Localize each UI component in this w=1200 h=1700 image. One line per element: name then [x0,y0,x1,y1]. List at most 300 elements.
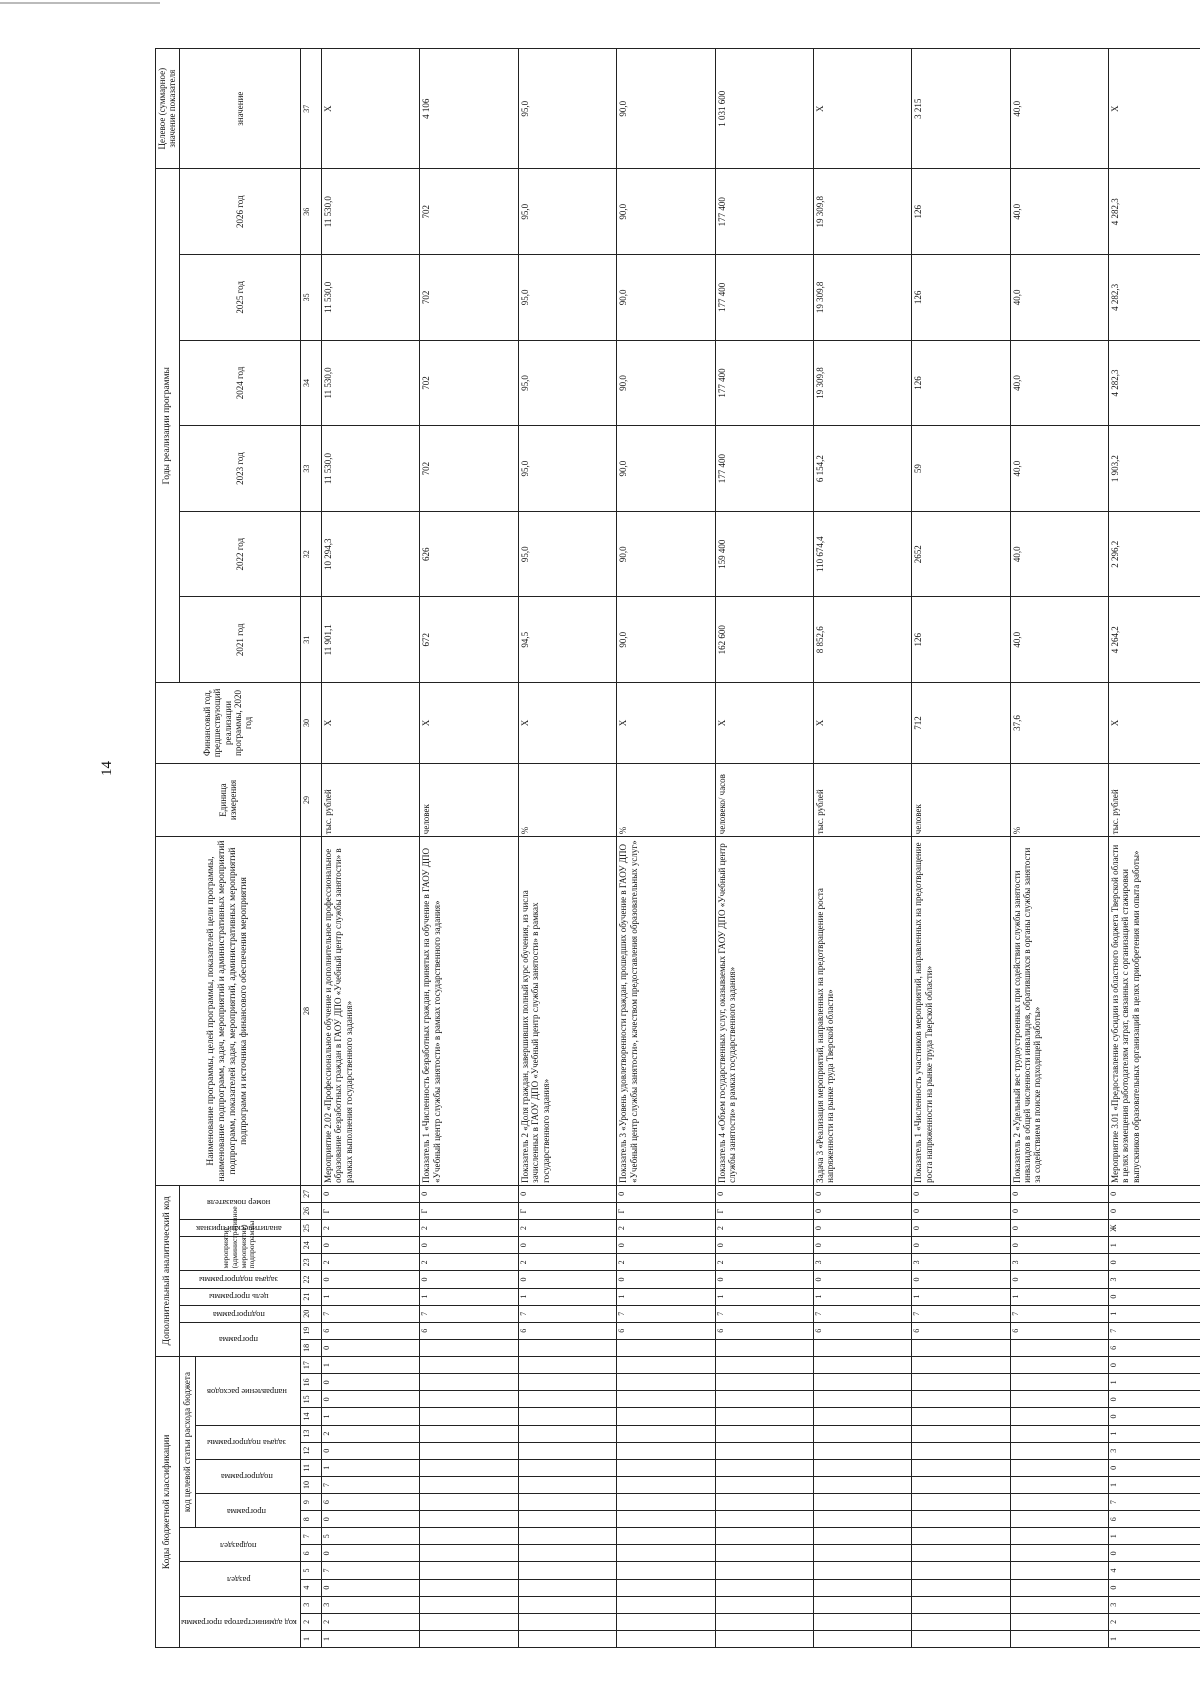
code-digit: 1 [1010,1288,1108,1305]
code-digit [715,1630,813,1647]
code-digit: 0 [420,1271,518,1288]
column-number: 7 [300,1528,321,1545]
code-digit [1010,1494,1108,1511]
row-unit: % [518,763,616,836]
row-name: Показатель 1 «Численность безработных граждан, принятых на обучение в ГАОУ ДПО «Учебный центр службы занятости» в рамках государственного задания» [420,837,518,1186]
code-digit [715,1374,813,1391]
code-digit: 0 [420,1185,518,1202]
table-row [617,49,715,1648]
code-digit: 6 [715,1322,813,1339]
code-digit [1010,1408,1108,1425]
code-digit [617,1476,715,1493]
row-value-2025: 11 530,0 [322,255,420,341]
row-value-2026: 19 309,8 [813,169,911,255]
row-target-value: 40,0 [1010,49,1108,169]
code-digit: 7 [322,1476,420,1493]
code-digit [813,1494,911,1511]
code-digit [420,1339,518,1356]
code-digit: 0 [322,1579,420,1596]
code-digit [912,1579,1010,1596]
header-year-2024: 2024 год [179,340,300,426]
code-digit [912,1374,1010,1391]
column-number: 4 [300,1579,321,1596]
row-value-2026: 90,0 [617,169,715,255]
code-digit: 1 [715,1288,813,1305]
code-digit: 7 [420,1305,518,1322]
code-digit: 0 [1010,1237,1108,1254]
code-digit: 6 [322,1322,420,1339]
row-name: Мероприятие 2.02 «Профессиональное обучение и дополнительное профессиональное образование безработных граждан в ГАОУ ДПО «Учебный центр службы занятости» в рамках выполнения государственного задания» [322,837,420,1186]
code-digit [813,1408,911,1425]
code-digit [912,1528,1010,1545]
code-digit: 0 [617,1185,715,1202]
code-digit [518,1528,616,1545]
row-value-2024: 11 530,0 [322,340,420,426]
header-admin-code: код администратора программы [180,1617,297,1628]
column-number: 21 [300,1288,321,1305]
row-target-value: 95,0 [518,49,616,169]
code-digit: 1 [518,1288,616,1305]
code-digit [518,1545,616,1562]
code-digit [813,1511,911,1528]
code-digit: 3 [1010,1254,1108,1271]
code-digit [1010,1528,1108,1545]
code-digit: 0 [322,1271,420,1288]
code-digit: 2 [420,1254,518,1271]
code-digit [617,1442,715,1459]
code-digit [912,1494,1010,1511]
header-podprogramma: подпрограмма [220,1472,273,1483]
row-name: Показатель 3 «Уровень удовлетворенности граждан, прошедших обучение в ГАОУ ДПО «Учебный центр службы занятости», качеством предоставления образовательных услуг» [617,837,715,1186]
row-value-2022: 40,0 [1010,511,1108,597]
column-number: 11 [300,1459,321,1476]
code-digit: Г [715,1202,813,1219]
row-value-2026: 126 [912,169,1010,255]
column-number: 22 [300,1271,321,1288]
code-digit [617,1511,715,1528]
column-number: 23 [300,1254,321,1271]
code-digit: 6 [813,1322,911,1339]
code-digit [617,1613,715,1630]
row-value-2024: 40,0 [1010,340,1108,426]
code-digit [715,1613,813,1630]
code-digit: 4 [1108,1562,1200,1579]
row-unit: тыс. рублей [813,763,911,836]
header-analytic-sign: аналитический признак [195,1224,282,1235]
code-digit: 0 [1108,1579,1200,1596]
row-value-2024: 702 [420,340,518,426]
header-additional-code: Дополнительный аналитический код [156,1185,180,1356]
code-digit [813,1339,911,1356]
row-prev-year: Х [322,683,420,764]
column-number-row [300,49,321,1648]
code-digit [518,1562,616,1579]
code-digit [518,1596,616,1613]
code-digit [617,1459,715,1476]
code-digit: 1 [1108,1630,1200,1647]
code-digit [420,1562,518,1579]
row-value-2023: 702 [420,426,518,512]
code-digit [617,1374,715,1391]
code-digit [1010,1442,1108,1459]
code-digit [912,1425,1010,1442]
row-unit: % [1010,763,1108,836]
code-digit: 1 [322,1288,420,1305]
code-digit [1010,1511,1108,1528]
code-digit: 0 [518,1271,616,1288]
code-digit: 0 [322,1237,420,1254]
code-digit: 1 [1108,1374,1200,1391]
code-digit: 0 [1010,1202,1108,1219]
code-digit [912,1630,1010,1647]
code-digit [813,1562,911,1579]
column-number: 2 [300,1613,321,1630]
code-digit: 6 [322,1494,420,1511]
column-number: 16 [300,1374,321,1391]
code-digit: 0 [1108,1356,1200,1373]
code-digit [617,1562,715,1579]
header-year-2025: 2025 год [179,255,300,341]
row-value-2021: 11 901,1 [322,597,420,683]
code-digit [912,1613,1010,1630]
code-digit: 0 [813,1185,911,1202]
row-value-2021: 162 600 [715,597,813,683]
code-digit [715,1476,813,1493]
row-value-2023: 95,0 [518,426,616,512]
code-digit: 0 [322,1374,420,1391]
code-digit [912,1356,1010,1373]
code-digit: 6 [1108,1339,1200,1356]
row-unit: человеко/ часов [715,763,813,836]
code-digit: 0 [813,1271,911,1288]
code-digit [420,1425,518,1442]
column-number: 33 [300,426,321,512]
code-digit: 0 [322,1185,420,1202]
row-value-2022: 626 [420,511,518,597]
header-target-article: код целевой статьи расхода бюджета [179,1356,195,1527]
header-podrazdel: подраздел [220,1540,257,1551]
code-digit [912,1511,1010,1528]
table-row [912,49,1010,1648]
table-row [518,49,616,1648]
table-row [1010,49,1108,1648]
code-digit: 2 [1108,1613,1200,1630]
code-digit: 0 [813,1237,911,1254]
row-name: Задача 3 «Реализация мероприятий, направленных на предотвращение роста напряженности на рынке труда Тверской области» [813,837,911,1186]
column-number: 29 [300,763,321,836]
code-digit [420,1442,518,1459]
code-digit [1010,1374,1108,1391]
code-digit [420,1476,518,1493]
row-unit: тыс. рублей [322,763,420,836]
code-digit: 0 [1108,1408,1200,1425]
header-add-task: задача подпрограммы [199,1275,279,1286]
row-name: Мероприятие 3.01 «Предоставление субсидии из областного бюджета Тверской области в целях возмещения работодателям затрат, связанных с организацией стажировки выпускников образовательных организаций в целях приобретения ими опыта работы» [1108,837,1200,1186]
row-value-2024: 95,0 [518,340,616,426]
code-digit [813,1528,911,1545]
header-prev-year: Финансовый год, предшествующий реализации программы, 2020 год [156,683,301,764]
row-value-2021: 90,0 [617,597,715,683]
code-digit [813,1579,911,1596]
header-year-2026: 2026 год [179,169,300,255]
code-digit: 0 [322,1442,420,1459]
code-digit: 3 [1108,1442,1200,1459]
header-year-2022: 2022 год [179,511,300,597]
row-value-2022: 2652 [912,511,1010,597]
column-number: 37 [300,49,321,169]
code-digit [518,1511,616,1528]
code-digit: 6 [420,1322,518,1339]
code-digit [617,1494,715,1511]
code-digit [1010,1613,1108,1630]
code-digit: 0 [1010,1271,1108,1288]
code-digit [617,1545,715,1562]
code-digit: 0 [617,1237,715,1254]
code-digit: 7 [1108,1494,1200,1511]
code-digit: 2 [322,1425,420,1442]
code-digit: 0 [1108,1202,1200,1219]
code-digit: 6 [912,1322,1010,1339]
code-digit [518,1374,616,1391]
code-digit: 6 [617,1322,715,1339]
column-number: 18 [300,1339,321,1356]
code-digit: 2 [617,1254,715,1271]
code-digit [420,1374,518,1391]
row-value-2021: 8 852,6 [813,597,911,683]
code-digit [420,1528,518,1545]
code-digit [617,1425,715,1442]
code-digit: 0 [518,1185,616,1202]
code-digit: 0 [322,1339,420,1356]
table-row [420,49,518,1648]
code-digit [813,1630,911,1647]
code-digit: 0 [322,1511,420,1528]
code-digit: 0 [912,1202,1010,1219]
code-digit [518,1613,616,1630]
row-target-value: 1 031 600 [715,49,813,169]
column-number: 6 [300,1545,321,1562]
row-prev-year: Х [813,683,911,764]
code-digit [715,1545,813,1562]
code-digit [617,1408,715,1425]
column-number: 14 [300,1408,321,1425]
code-digit [715,1596,813,1613]
code-digit [617,1356,715,1373]
header-indicator-number: номер показателя [206,1198,271,1209]
column-number: 12 [300,1442,321,1459]
header-target-value: значение [179,49,300,169]
code-digit [518,1494,616,1511]
code-digit: 2 [518,1220,616,1237]
code-digit: 1 [1108,1305,1200,1322]
column-number: 20 [300,1305,321,1322]
row-target-value: 90,0 [617,49,715,169]
column-number: 9 [300,1494,321,1511]
page-number: 14 [99,761,115,776]
row-name: Показатель 1 «Численность участников мероприятий, направленных на предотвращение роста напряженности на рынке труда Тверской области» [912,837,1010,1186]
row-name: Показатель 2 «Доля граждан, завершивших полный курс обучения, из числа зачисленных в ГАОУ ДПО «Учебный центр службы занятости» в рамках государственного задания» [518,837,616,1186]
header-napravlenie: направление расходов [206,1386,287,1397]
code-digit: Г [420,1202,518,1219]
row-value-2025: 702 [420,255,518,341]
row-unit: тыс. рублей [1108,763,1200,836]
code-digit [813,1391,911,1408]
header-razdel: раздел [226,1574,251,1585]
code-digit: 0 [912,1220,1010,1237]
code-digit [912,1339,1010,1356]
code-digit: 1 [322,1408,420,1425]
code-digit: 0 [912,1271,1010,1288]
column-number: 5 [300,1562,321,1579]
code-digit [1010,1391,1108,1408]
row-prev-year: 37,6 [1010,683,1108,764]
code-digit: 0 [1010,1185,1108,1202]
row-value-2025: 4 282,3 [1108,255,1200,341]
row-unit: человек [420,763,518,836]
row-value-2022: 10 294,3 [322,511,420,597]
row-prev-year: Х [420,683,518,764]
code-digit [715,1442,813,1459]
code-digit [715,1579,813,1596]
code-digit: 1 [322,1356,420,1373]
code-digit: 1 [1108,1528,1200,1545]
column-number: 1 [300,1630,321,1647]
row-value-2024: 126 [912,340,1010,426]
code-digit: 0 [322,1391,420,1408]
row-value-2021: 126 [912,597,1010,683]
code-digit: 6 [518,1322,616,1339]
code-digit [912,1391,1010,1408]
code-digit: 0 [1108,1288,1200,1305]
code-digit [420,1613,518,1630]
code-digit [912,1459,1010,1476]
code-digit: 7 [617,1305,715,1322]
code-digit [912,1408,1010,1425]
code-digit: 1 [617,1288,715,1305]
code-digit [420,1545,518,1562]
header-name: Наименование программы, целей программы, показателей цели программы, наименование подпрограмм, задач, мероприятий и административных мероприятий подпрограмм, показателей задач, мероприятий, административных мероприятий подпрограмм и источника финансового обеспечения мероприятия [156,837,301,1186]
row-target-value: Х [1108,49,1200,169]
code-digit [1010,1425,1108,1442]
code-digit [1010,1476,1108,1493]
row-value-2023: 40,0 [1010,426,1108,512]
code-digit [518,1442,616,1459]
column-number: 8 [300,1511,321,1528]
code-digit [617,1579,715,1596]
header-year-2021: 2021 год [179,597,300,683]
row-value-2025: 126 [912,255,1010,341]
row-value-2023: 6 154,2 [813,426,911,512]
program-table [155,48,1200,1648]
header-add-subprogram: подпрограмма [212,1309,265,1320]
code-digit [813,1374,911,1391]
row-value-2023: 1 903,2 [1108,426,1200,512]
code-digit [617,1630,715,1647]
code-digit [912,1476,1010,1493]
code-digit: Г [322,1202,420,1219]
code-digit [617,1339,715,1356]
row-value-2022: 90,0 [617,511,715,597]
column-number: 3 [300,1596,321,1613]
row-value-2026: 4 282,3 [1108,169,1200,255]
row-target-value: Х [813,49,911,169]
column-number: 36 [300,169,321,255]
code-digit [813,1596,911,1613]
code-digit: 0 [813,1202,911,1219]
code-digit: 6 [1108,1511,1200,1528]
code-digit [1010,1356,1108,1373]
code-digit: Ж [1108,1220,1200,1237]
table-row [1108,49,1200,1648]
code-digit [912,1562,1010,1579]
code-digit: 3 [1108,1596,1200,1613]
code-digit [1010,1545,1108,1562]
code-digit: 5 [322,1528,420,1545]
row-value-2025: 40,0 [1010,255,1108,341]
column-number: 30 [300,683,321,764]
code-digit: 7 [1108,1322,1200,1339]
code-digit: 3 [1108,1271,1200,1288]
code-digit: 0 [1108,1185,1200,1202]
code-digit [715,1339,813,1356]
row-prev-year: Х [617,683,715,764]
header-add-event: мероприятие (административное мероприятие) подпрограммы [179,1237,300,1271]
program-table-rotated [155,48,1185,1648]
row-value-2025: 19 309,8 [813,255,911,341]
code-digit [518,1425,616,1442]
code-digit: Г [518,1202,616,1219]
code-digit: 1 [420,1288,518,1305]
row-value-2022: 110 674,4 [813,511,911,597]
code-digit: 0 [617,1271,715,1288]
code-digit: 0 [1108,1391,1200,1408]
code-digit [813,1425,911,1442]
column-number: 15 [300,1391,321,1408]
code-digit [1010,1459,1108,1476]
code-digit [1010,1630,1108,1647]
row-value-2024: 90,0 [617,340,715,426]
code-digit [912,1442,1010,1459]
row-value-2021: 4 264,2 [1108,597,1200,683]
header-programma: программа [227,1506,267,1517]
row-value-2023: 90,0 [617,426,715,512]
code-digit: 0 [912,1185,1010,1202]
code-digit: 0 [813,1220,911,1237]
header-add-goal: цель программы [208,1292,269,1303]
column-number: 24 [300,1237,321,1254]
row-value-2022: 95,0 [518,511,616,597]
code-digit [813,1442,911,1459]
code-digit [420,1579,518,1596]
code-digit [715,1425,813,1442]
code-digit [518,1476,616,1493]
code-digit [617,1391,715,1408]
code-digit [420,1511,518,1528]
column-number: 26 [300,1202,321,1219]
code-digit [518,1579,616,1596]
row-value-2025: 90,0 [617,255,715,341]
code-digit [1010,1562,1108,1579]
header-years: Годы реализации программы [156,169,180,683]
code-digit [420,1356,518,1373]
code-digit: 0 [912,1237,1010,1254]
row-target-value: Х [322,49,420,169]
code-digit: 0 [715,1185,813,1202]
code-digit: 7 [518,1305,616,1322]
row-target-value: 4 106 [420,49,518,169]
code-digit [813,1459,911,1476]
code-digit [1010,1579,1108,1596]
